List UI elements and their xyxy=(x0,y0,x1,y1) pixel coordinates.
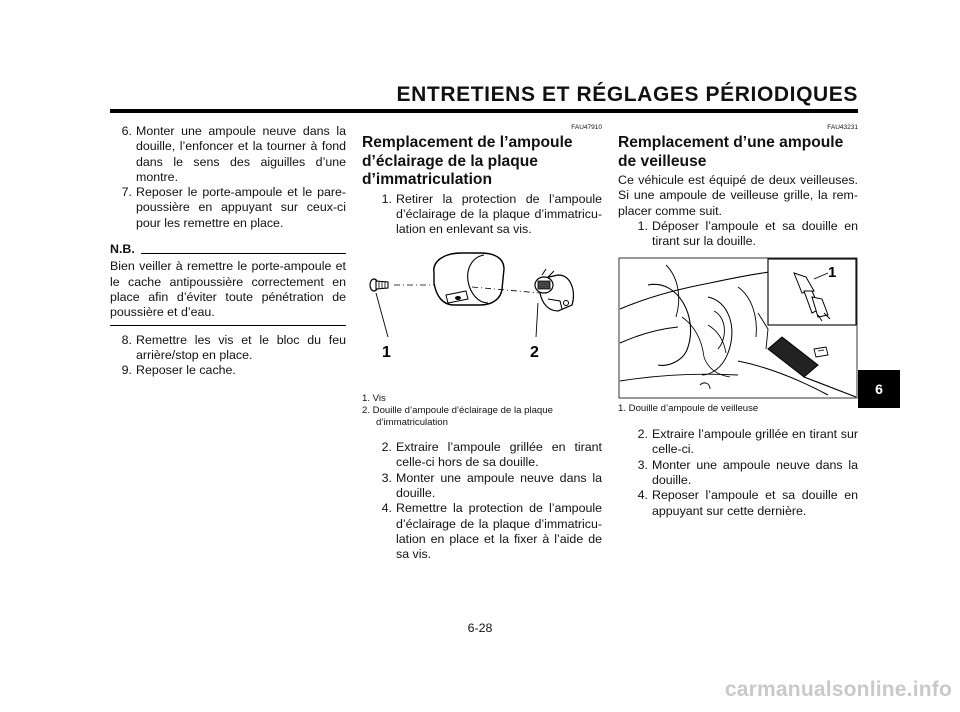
chapter-title: ENTRETIENS ET RÉGLAGES PÉRIODIQUES xyxy=(396,83,858,106)
callout-2: 2 xyxy=(530,344,539,362)
step-number: 1. xyxy=(637,218,648,233)
step-text: Monter une ampoule neuve dans la douille, l’enfoncer et la tourner à fond dans le sens des aiguilles d’une montre. xyxy=(136,124,346,184)
figure-caption xyxy=(362,393,602,428)
step-item xyxy=(362,471,602,502)
lamp-cover-icon xyxy=(434,253,504,305)
bulb-socket-icon xyxy=(535,269,573,311)
section-code: FAU43231 xyxy=(827,124,858,131)
step-item xyxy=(110,124,346,185)
figure-caption: 1. Douille d’ampoule de veilleuse xyxy=(618,403,759,415)
step-item xyxy=(362,501,602,562)
position-light-illustration xyxy=(618,257,858,399)
step-item xyxy=(618,219,858,250)
step-text: Extraire l’ampoule grillée en tirant celle-ci hors de sa douille. xyxy=(396,440,602,470)
step-number: 7. xyxy=(121,185,132,200)
intro-text: Ce véhicule est équipé de deux veilleuses. Si une ampoule de veilleuse grille, la rem-placer comme suit. xyxy=(618,173,858,218)
step-item xyxy=(618,458,858,489)
step-number: 3. xyxy=(381,470,392,485)
step-number: 6. xyxy=(121,124,132,138)
note-end-rule xyxy=(110,325,346,326)
caption-line: 2. Douille d’ampoule d’éclairage de la plaque xyxy=(362,404,553,416)
page-number: 6-28 xyxy=(467,621,493,635)
step-text: Reposer l’ampoule et sa douille en appuyant sur cette dernière. xyxy=(652,488,858,518)
step-text: Remettre la protection de l’ampoule d’éclairage de la plaque d’immatricu-lation en place et la fixer à l’aide de sa vis. xyxy=(396,501,602,562)
step-item xyxy=(110,185,346,231)
step-text: Reposer le porte-ampoule et le pare-poussière en appuyant sur ceux-ci pour les remettre en place. xyxy=(136,185,346,230)
position-light-figure xyxy=(618,257,858,399)
section-code: FAU47910 xyxy=(571,124,602,131)
step-number: 3. xyxy=(637,457,648,472)
step-item xyxy=(362,440,602,471)
header-rule xyxy=(110,109,858,113)
step-item xyxy=(618,488,858,519)
column-1 xyxy=(110,124,346,378)
step-text: Retirer la protection de l’ampoule d’éclairage de la plaque d’immatricu-lation en enlevant sa vis. xyxy=(396,191,602,237)
step-item xyxy=(362,192,602,238)
step-number: 4. xyxy=(381,501,392,516)
step-number: 8. xyxy=(121,332,132,347)
caption-line: d’immatriculation xyxy=(376,416,448,428)
screw-icon xyxy=(370,279,388,291)
step-number: 4. xyxy=(637,488,648,503)
step-text: Déposer l’ampoule et sa douille en tirant sur la douille. xyxy=(652,218,858,249)
step-number: 2. xyxy=(637,427,648,442)
callout-1: 1 xyxy=(382,344,391,362)
caption-line: 1. Vis xyxy=(362,393,386,405)
step-item xyxy=(618,427,858,458)
section-title: Remplacement d’une ampoule de veilleuse xyxy=(618,134,844,170)
watermark: carmanualsonline.info xyxy=(724,678,952,701)
step-text: Monter une ampoule neuve dans la douille. xyxy=(652,457,858,487)
bulb-socket-inset xyxy=(768,259,856,325)
step-text: Monter une ampoule neuve dans la douille. xyxy=(396,470,602,501)
step-number: 9. xyxy=(121,363,132,378)
note-text: Bien veiller à remettre le porte-ampoule et le cache antipoussière correctement en place afin d’éviter toute pénétration de poussière et d’eau. xyxy=(110,259,346,320)
column-2 xyxy=(362,124,602,563)
license-light-figure xyxy=(362,247,602,389)
step-number: 2. xyxy=(381,440,392,455)
note-rule xyxy=(141,253,346,254)
step-number: 1. xyxy=(381,191,392,206)
step-text: Remettre les vis et le bloc du feu arrière/stop en place. xyxy=(136,332,346,362)
step-text: Extraire l’ampoule grillée en tirant sur celle-ci. xyxy=(652,427,858,457)
step-item xyxy=(110,333,346,364)
column-3 xyxy=(618,124,858,519)
step-text: Reposer le cache. xyxy=(136,363,236,378)
callout-1: 1 xyxy=(828,264,837,282)
chapter-tab[interactable]: 6 xyxy=(858,370,900,408)
section-title: Remplacement de l’ampoule d’éclairage de la plaque d’immatriculation xyxy=(362,134,573,188)
note-label: N.B. xyxy=(110,242,135,257)
step-item xyxy=(110,363,346,378)
license-light-illustration xyxy=(362,247,602,389)
note-heading xyxy=(110,242,346,257)
